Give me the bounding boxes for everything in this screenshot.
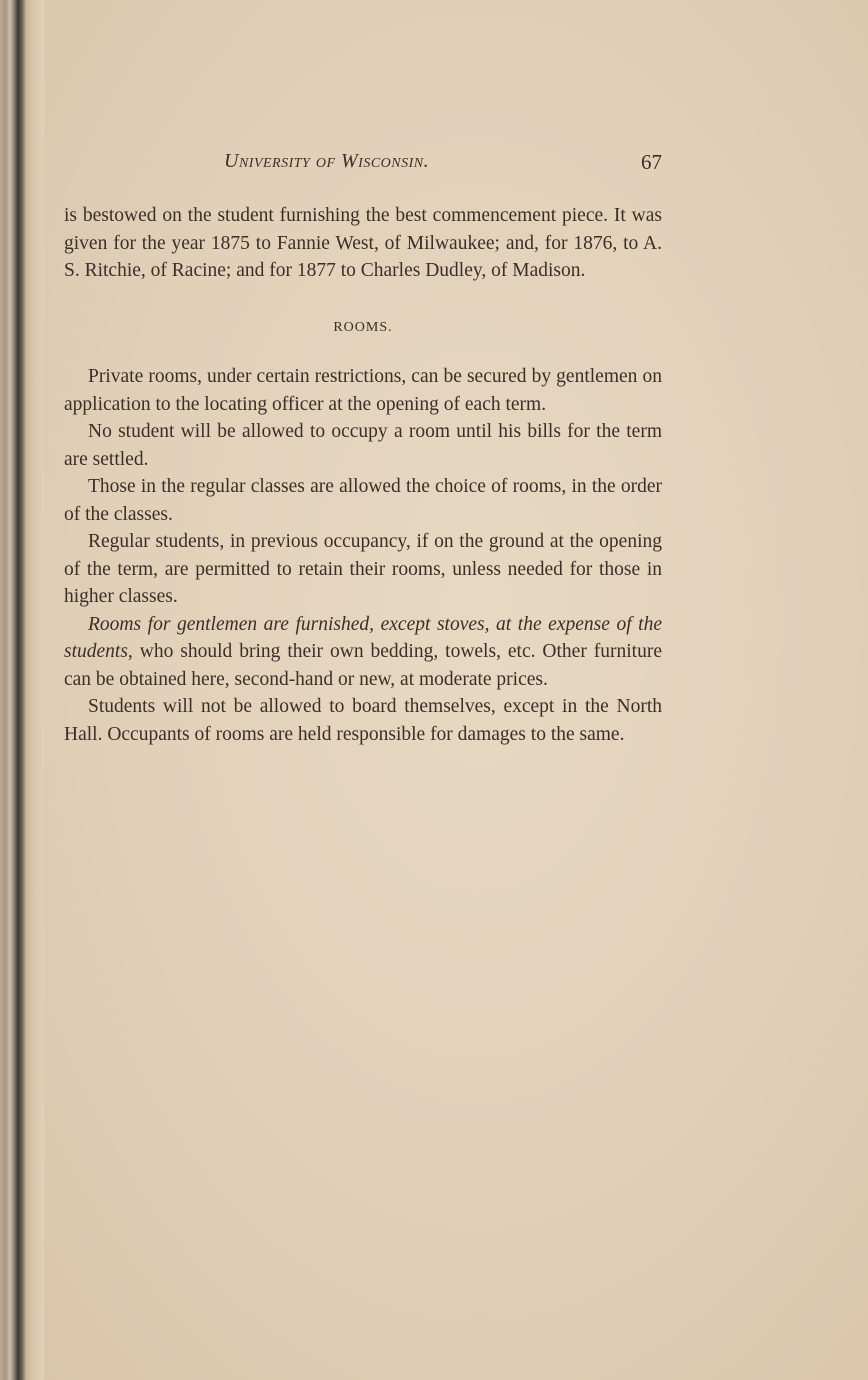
- page-number: 67: [641, 150, 662, 174]
- page-binding-gutter: [0, 0, 44, 1380]
- paragraph-furnishings: [64, 611, 662, 694]
- furnishings-italic-text: Rooms for gentlemen are furnished, except stoves, at the expense of the students,: [64, 613, 662, 662]
- paragraph-bills: No student will be allowed to occupy a room until his bills for the term are settled.: [64, 421, 662, 470]
- furnishings-text: who should bring their own bedding, towels, etc. Other furniture can be obtained here, second-hand or new, at moderate prices.: [64, 641, 662, 690]
- continued-paragraph: is bestowed on the student furnishing the best commencement piece. It was given for the year 1875 to Fannie West, of Milwaukee; and, for 1876, to A. S. Ritchie, of Racine; and for 1877 to Charles Dudley, of Madison.: [64, 205, 662, 281]
- section-heading: ROOMS.: [333, 319, 393, 335]
- paragraph-private-rooms: Private rooms, under certain restrictions, can be secured by gentlemen on application to the locating officer at the opening of each term.: [64, 366, 662, 415]
- page-header: [64, 150, 662, 178]
- page-body: [64, 202, 662, 748]
- paragraph-choice-of-rooms: Those in the regular classes are allowed the choice of rooms, in the order of the classes.: [64, 476, 662, 525]
- running-title: University of Wisconsin.: [224, 150, 430, 172]
- paragraph-previous-occupancy: Regular students, in previous occupancy, if on the ground at the opening of the term, are permitted to retain their rooms, unless needed for those in higher classes.: [64, 531, 662, 607]
- paragraph-boarding: Students will not be allowed to board themselves, except in the North Hall. Occupants of rooms are held responsible for damages to the same.: [64, 696, 662, 745]
